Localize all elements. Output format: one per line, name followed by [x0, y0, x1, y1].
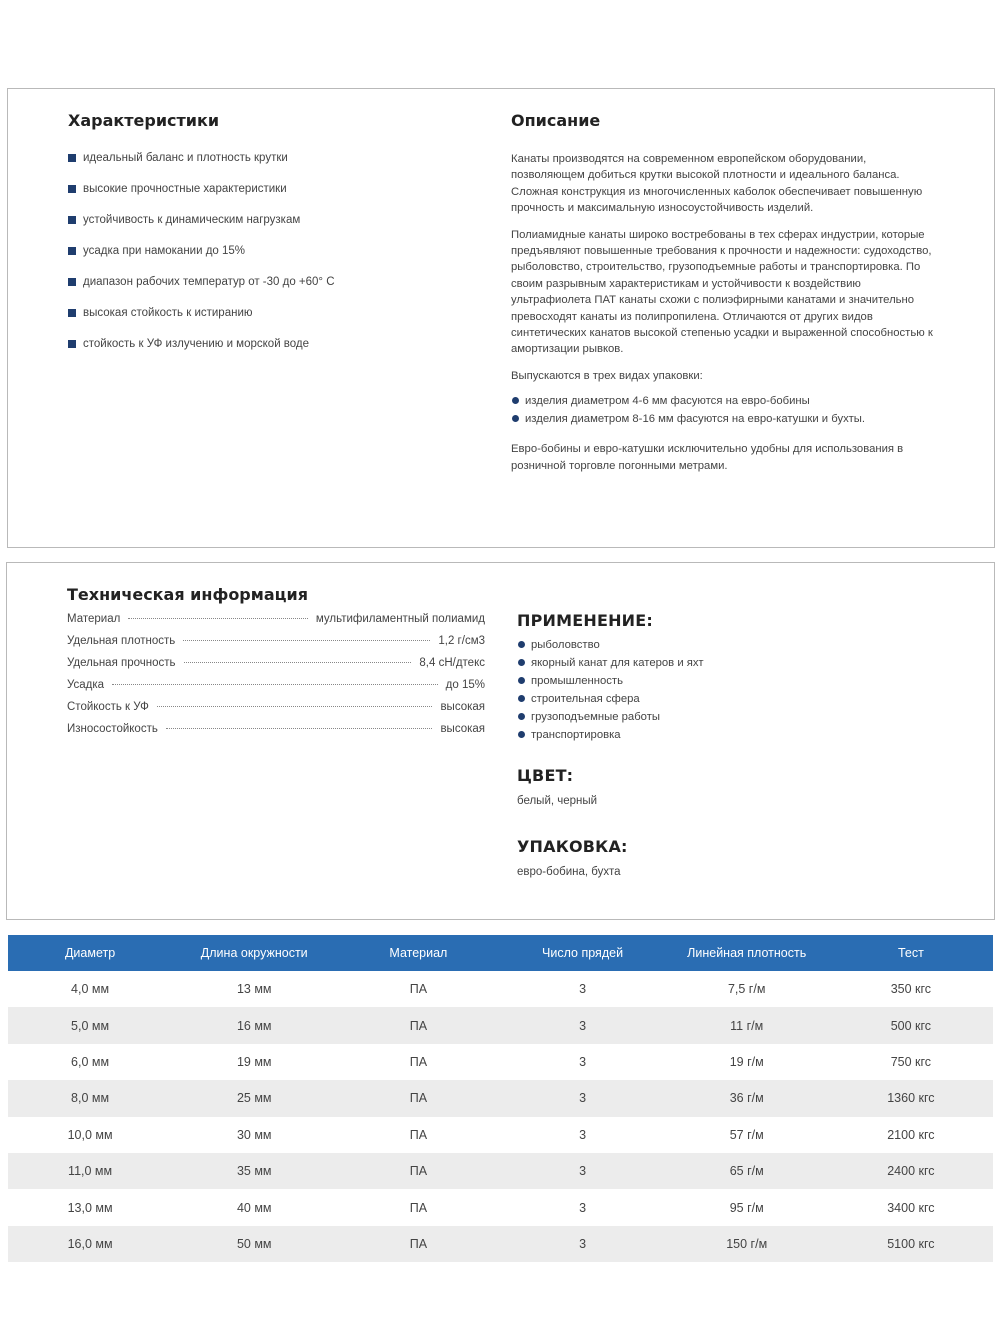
- tech-value: высокая: [440, 723, 485, 735]
- table-cell: 16 мм: [172, 1007, 336, 1043]
- table-cell: 65 г/м: [665, 1153, 829, 1189]
- list-item: стойкость к УФ излучению и морской воде: [68, 337, 335, 368]
- table-cell: 4,0 мм: [71, 982, 110, 997]
- table-cell: 500 кгс: [829, 1007, 993, 1043]
- tech-value: 8,4 сН/дтекс: [419, 657, 485, 669]
- table-cell: 16,0 мм: [8, 1226, 172, 1262]
- table-cell: 6,0 мм: [71, 1054, 110, 1069]
- list-item: строительная сфера: [517, 690, 917, 708]
- tech-label: Износостойкость: [67, 723, 158, 735]
- table-cell: 3: [500, 1080, 664, 1116]
- spec-table: [8, 935, 993, 1262]
- table-cell: 8,0 мм: [8, 1080, 172, 1116]
- table-cell: 3: [500, 1226, 664, 1262]
- column-header: Тест: [829, 935, 993, 971]
- table-cell: ПА: [409, 1200, 428, 1215]
- tech-label: Удельная плотность: [67, 635, 176, 647]
- tech-value: 1,2 г/см3: [438, 635, 485, 647]
- table-cell: 10,0 мм: [67, 1127, 113, 1142]
- tech-value: мультифиламентный полиамид: [315, 613, 485, 625]
- tech-label: Усадка: [67, 679, 105, 691]
- description-paragraph: Выпускаются в трех видах упаковки:: [511, 369, 703, 382]
- table-cell: 150 г/м: [665, 1226, 829, 1262]
- table-cell: 3: [579, 982, 587, 997]
- table-row: [8, 1226, 993, 1262]
- color-value: белый, черный: [517, 795, 598, 807]
- list-item: якорный канат для катеров и яхт: [517, 654, 917, 672]
- table-cell: 3: [579, 1054, 587, 1069]
- table-cell: 3: [500, 1007, 664, 1043]
- table-cell: ПА: [409, 1054, 428, 1069]
- table-cell: 7,5 г/м: [727, 982, 766, 997]
- table-cell: 1360 кгс: [829, 1080, 993, 1116]
- table-cell: ПА: [409, 982, 428, 997]
- table-header-row: [8, 935, 993, 971]
- application-block: [517, 611, 917, 880]
- table-cell: 36 г/м: [665, 1080, 829, 1116]
- table-cell: ПА: [336, 1007, 500, 1043]
- table-row: [8, 1080, 993, 1116]
- tech-table: [67, 613, 485, 745]
- packaging-bullets: [511, 392, 941, 428]
- features-panel: [7, 88, 995, 548]
- column-header: Диаметр: [8, 935, 172, 971]
- table-cell: 350 кгс: [890, 982, 932, 997]
- list-item: устойчивость к динамическим нагрузкам: [68, 213, 335, 244]
- table-cell: 750 кгс: [890, 1054, 932, 1069]
- packaging-title: УПАКОВКА:: [517, 837, 628, 856]
- tech-value: высокая: [440, 701, 485, 713]
- table-cell: 25 мм: [172, 1080, 336, 1116]
- table-cell: ПА: [409, 1127, 428, 1142]
- table-cell: ПА: [336, 1153, 500, 1189]
- characteristics-list: [68, 151, 335, 368]
- table-cell: 3: [500, 1153, 664, 1189]
- tech-row: [67, 723, 485, 745]
- table-cell: 5,0 мм: [8, 1007, 172, 1043]
- table-cell: 13 мм: [236, 982, 272, 997]
- table-cell: 13,0 мм: [67, 1200, 113, 1215]
- table-cell: 19 г/м: [729, 1054, 764, 1069]
- column-header: Линейная плотность: [665, 935, 829, 971]
- color-title: ЦВЕТ:: [517, 766, 574, 785]
- tech-panel: [6, 562, 995, 920]
- table-row: [8, 971, 993, 1007]
- dotted-leader: [157, 706, 433, 707]
- packaging-value: евро-бобина, бухта: [517, 866, 621, 878]
- table-row: [8, 1044, 993, 1080]
- table-cell: 50 мм: [172, 1226, 336, 1262]
- dotted-leader: [184, 662, 412, 663]
- description-paragraph: Евро-бобины и евро-катушки исключительно удобны для использования в розничной торговле погонными метрами.: [511, 443, 904, 472]
- table-cell: 2400 кгс: [829, 1153, 993, 1189]
- list-item: высокая стойкость к истиранию: [68, 306, 335, 337]
- table-cell: 2100 кгс: [887, 1127, 935, 1142]
- table-cell: ПА: [336, 1226, 500, 1262]
- tech-title: Техническая информация: [67, 585, 308, 604]
- list-item: рыболовство: [517, 636, 917, 654]
- table-cell: 11 г/м: [665, 1007, 829, 1043]
- column-header: Длина окружности: [172, 935, 336, 971]
- tech-value: до 15%: [445, 679, 485, 691]
- list-item: грузоподъемные работы: [517, 708, 917, 726]
- list-item: изделия диаметром 4-6 мм фасуются на евро-бобины: [511, 392, 941, 410]
- tech-label: Удельная прочность: [67, 657, 176, 669]
- table-cell: 35 мм: [172, 1153, 336, 1189]
- list-item: промышленность: [517, 672, 917, 690]
- characteristics-title: Характеристики: [68, 111, 220, 130]
- table-cell: 40 мм: [236, 1200, 272, 1215]
- table-cell: 3: [579, 1127, 587, 1142]
- table-cell: 3: [579, 1200, 587, 1215]
- tech-row: [67, 657, 485, 679]
- application-list: [517, 636, 917, 744]
- column-header: Число прядей: [500, 935, 664, 971]
- table-cell: 57 г/м: [729, 1127, 764, 1142]
- table-row: [8, 1153, 993, 1189]
- table-cell: 3400 кгс: [887, 1200, 935, 1215]
- tech-row: [67, 613, 485, 635]
- dotted-leader: [112, 684, 438, 685]
- dotted-leader: [183, 640, 430, 641]
- tech-label: Стойкость к УФ: [67, 701, 149, 713]
- table-cell: 95 г/м: [729, 1200, 764, 1215]
- tech-label: Материал: [67, 613, 121, 625]
- list-item: транспортировка: [517, 726, 917, 744]
- column-header: Материал: [336, 935, 500, 971]
- dotted-leader: [166, 728, 433, 729]
- table-row: [8, 1117, 993, 1153]
- list-item: диапазон рабочих температур от -30 до +60° С: [68, 275, 335, 306]
- description-title: Описание: [511, 111, 601, 130]
- table-row: [8, 1007, 993, 1043]
- list-item: изделия диаметром 8-16 мм фасуются на евро-катушки и бухты.: [511, 410, 941, 428]
- table-cell: 11,0 мм: [8, 1153, 172, 1189]
- list-item: идеальный баланс и плотность крутки: [68, 151, 335, 182]
- table-cell: ПА: [336, 1080, 500, 1116]
- list-item: высокие прочностные характеристики: [68, 182, 335, 213]
- list-item: усадка при намокании до 15%: [68, 244, 335, 275]
- application-title: ПРИМЕНЕНИЕ:: [517, 611, 653, 630]
- description-paragraph: Полиамидные канаты широко востребованы в тех сферах индустрии, которые предъявляют повышенные требования к прочности и надежности: судоходство, рыболовство, строительство, грузоподъемные работы и транспортировка. По своим разрывным характеристикам и устойчивости к воздействию ультрафиолета ПАТ канаты схожи с полиэфирными канатами и значительно превосходят канаты из полипропилена. Отличаются от других видов синтетических канатов высокой степенью усадки и выраженной способностью к амортизации рывков.: [511, 228, 933, 356]
- description-paragraph: Канаты производятся на современном европейском оборудовании, позволяющем добиться крутки высокой плотности и идеального баланса. Сложная конструкция из многочисленных каболок обеспечивает повышенную прочность и максимальную износоустойчивость изделий.: [511, 153, 923, 215]
- tech-row: [67, 635, 485, 657]
- table-row: [8, 1189, 993, 1225]
- dotted-leader: [128, 618, 308, 619]
- table-cell: 19 мм: [236, 1054, 272, 1069]
- description-body: [511, 151, 941, 484]
- tech-row: [67, 701, 485, 723]
- table-cell: 5100 кгс: [829, 1226, 993, 1262]
- tech-row: [67, 679, 485, 701]
- table-cell: 30 мм: [236, 1127, 272, 1142]
